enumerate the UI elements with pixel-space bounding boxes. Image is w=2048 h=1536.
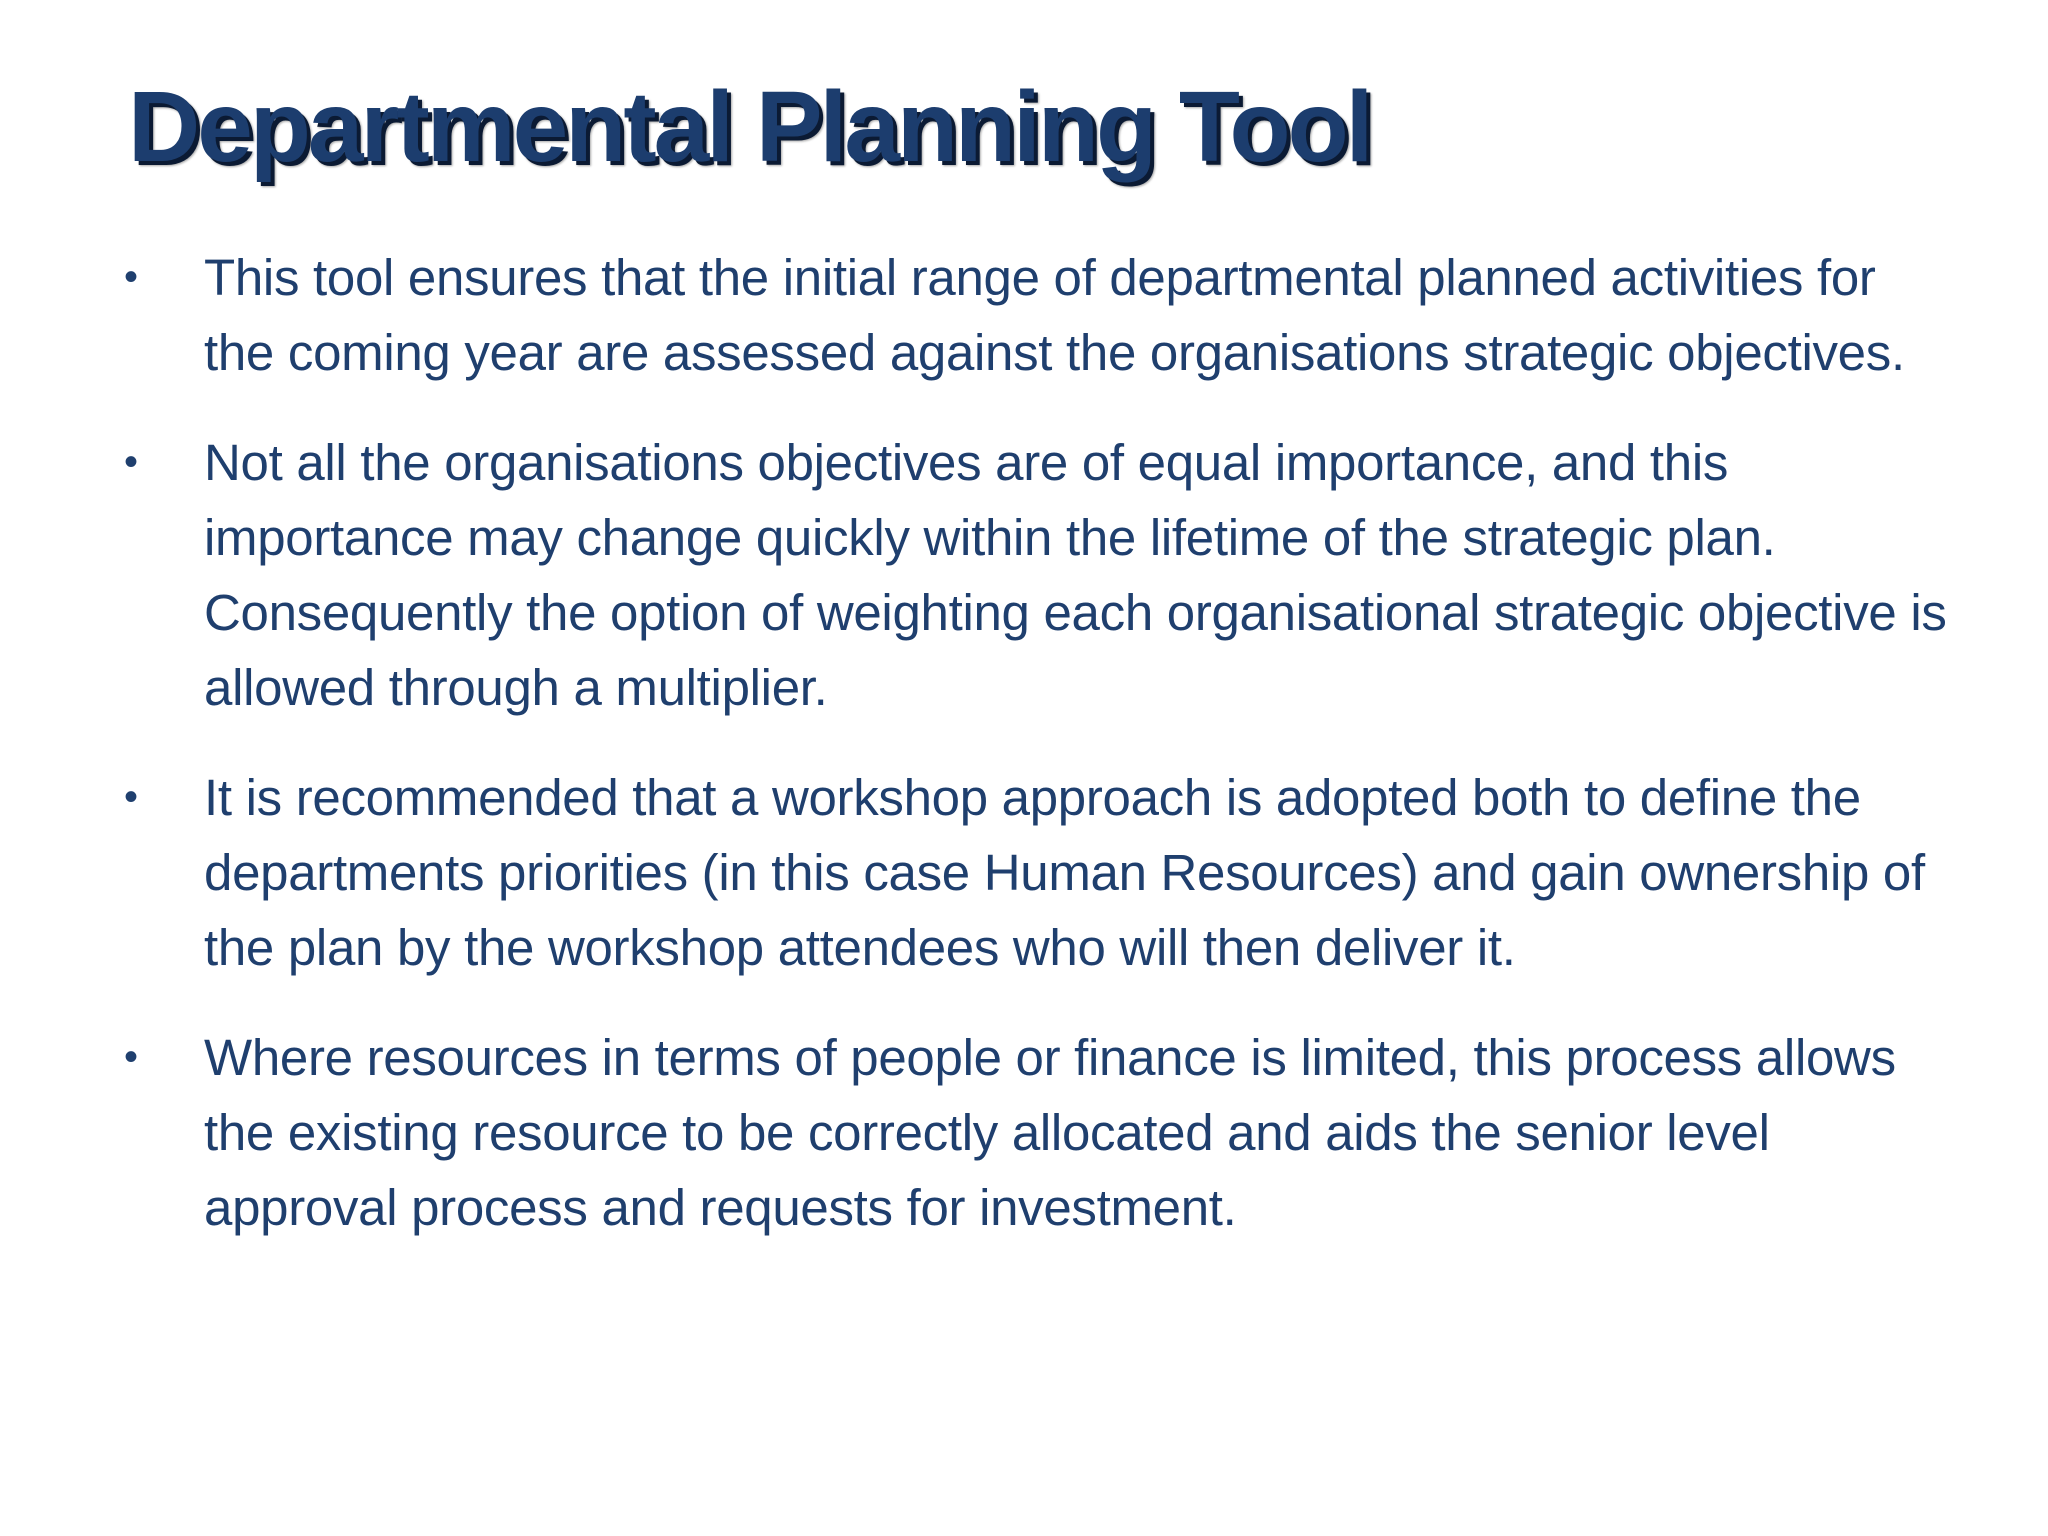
bullet-text: It is recommended that a workshop approach is adopted both to define the departments priorities (in this case Human Resources) and gain ownership of the plan by the workshop attendees who will then deliver it. [204, 769, 1925, 976]
bullet-text: This tool ensures that the initial range of departmental planned activities for the coming year are assessed against the organisations strategic objectives. [204, 249, 1905, 381]
bullet-item [120, 1020, 1950, 1245]
bullet-list [120, 240, 1950, 1280]
bullet-text: Not all the organisations objectives are of equal importance, and this importance may change quickly within the lifetime of the strategic plan. Consequently the option of weighting each organisational strategic objective is allowed through a multiplier. [204, 434, 1947, 716]
bullet-point-icon: • [124, 255, 138, 299]
bullet-item [120, 760, 1950, 985]
bullet-item [120, 425, 1950, 725]
slide-title: Departmental Planning Tool [128, 71, 1371, 183]
bullet-point-icon: • [124, 775, 138, 819]
bullet-text: Where resources in terms of people or finance is limited, this process allows the existing resource to be correctly allocated and aids the senior level approval process and requests for investment. [204, 1029, 1896, 1236]
bullet-point-icon: • [124, 1035, 138, 1079]
bullet-point-icon: • [124, 440, 138, 484]
bullet-item [120, 240, 1950, 390]
